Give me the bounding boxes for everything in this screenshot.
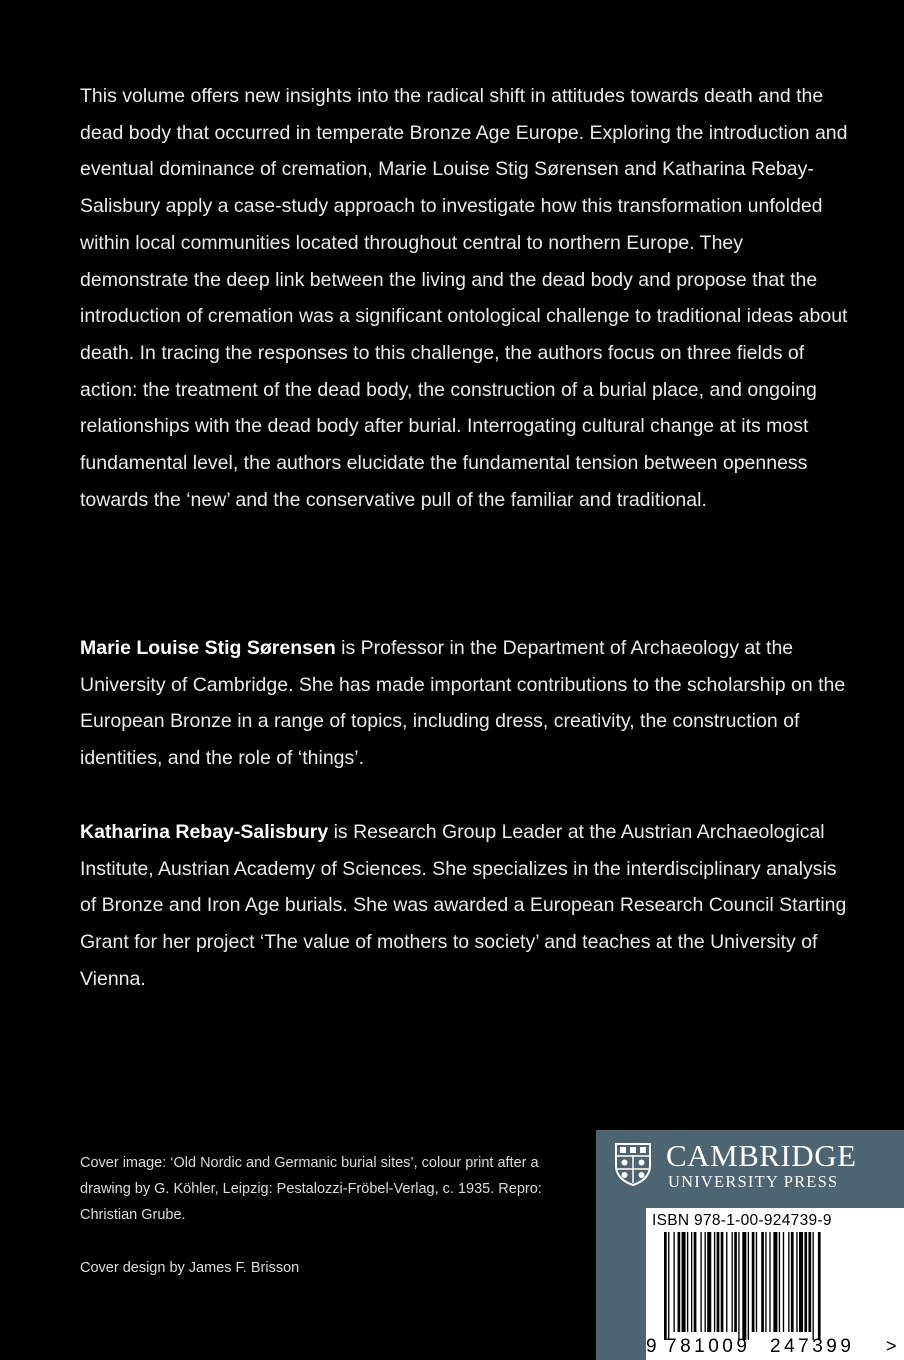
barcode-bar <box>678 1232 681 1332</box>
barcode-bar <box>682 1232 686 1332</box>
barcode-bar <box>773 1232 777 1332</box>
barcode-bar <box>721 1232 724 1332</box>
barcode-bar <box>761 1232 764 1332</box>
barcode-bar <box>707 1232 711 1332</box>
barcode-bar <box>752 1232 755 1332</box>
barcode-bar <box>799 1232 803 1332</box>
barcode-bar <box>769 1232 770 1332</box>
publisher-subname: UNIVERSITY PRESS <box>668 1172 839 1191</box>
barcode-bars <box>648 1232 896 1340</box>
barcode-bar <box>664 1232 667 1340</box>
barcode-digits <box>646 1336 904 1360</box>
barcode-bar <box>813 1232 814 1340</box>
barcode-bar <box>668 1232 669 1340</box>
barcode-digit-tail: > <box>886 1336 897 1356</box>
publisher-name: CAMBRIDGE <box>666 1138 857 1173</box>
barcode-bar <box>714 1232 715 1332</box>
author-bio-text-2: is Research Group Leader at the Austrian Archaeological Institute, Austrian Academy of Sciences. She specializes in the interdisciplinary analysis of Bronze and Iron Age burials. She was awarded a European Research Council Starting Grant for her project ‘The value of mothers to society’ and teaches at the University of Vienna. <box>80 821 847 990</box>
barcode-digit-group-1: 781009 <box>666 1336 751 1357</box>
barcode-bar <box>818 1232 821 1340</box>
publisher-panel <box>596 1130 904 1360</box>
barcode-bar <box>700 1232 701 1332</box>
barcode-digit-group-2: 247399 <box>770 1336 855 1357</box>
cover-design-credit: Cover design by James F. Brisson <box>80 1260 300 1276</box>
cambridge-crest-icon <box>614 1142 652 1186</box>
book-description: This volume offers new insights into the radical shift in attitudes towards death and the dead body that occurred in temperate Bronze Age Europe. Exploring the introduction and eventual dominance of cremation, Marie Louise Stig Sørensen and Katharina Rebay-Salisbury apply a case-study approach to investigate how this transformation unfolded within local communities located throughout central to northern Europe. They demonstrate the deep link between the living and the dead body and propose that the introduction of cremation was a significant ontological challenge to traditional ideas about death. In tracing the responses to this challenge, the authors focus on three fields of action: the treatment of the dead body, the construction of a burial place, and ongoing relationships with the dead body after burial. Interrogating cultural change at its most fundamental level, the authors elucidate the fundamental tension between openness towards the ‘new’ and the conservative pull of the familiar and traditional. <box>80 85 848 511</box>
barcode-bar <box>748 1232 749 1340</box>
barcode-bar <box>791 1232 794 1332</box>
barcode-bar <box>796 1232 797 1332</box>
author-bio-1 <box>80 630 850 777</box>
barcode-bar <box>705 1232 706 1332</box>
barcode-bar <box>742 1232 746 1340</box>
barcode-bar <box>694 1232 697 1332</box>
barcode-bar <box>691 1232 692 1332</box>
barcode-bar <box>756 1232 757 1332</box>
barcode <box>646 1208 904 1360</box>
cover-image-credit: Cover image: ‘Old Nordic and Germanic burial sites’, colour print after a drawing by G. Köhler, Leipzig: Pestalozzi-Fröbel-Verlag, c. 1935. Repro: Christian Grube. <box>80 1155 542 1223</box>
barcode-digit-lead: 9 <box>646 1336 657 1357</box>
barcode-bar <box>765 1232 766 1332</box>
barcode-bar <box>783 1232 784 1332</box>
barcode-bar <box>808 1232 811 1332</box>
barcode-bar <box>717 1232 720 1332</box>
barcode-bar <box>734 1232 737 1332</box>
author-bio-text-1: is Professor in the Department of Archaeology at the University of Cambridge. She has made important contributions to the scholarship on the European Bronze in a range of topics, including dress, creativity, the construction of identities, and the role of ‘things’. <box>80 637 846 770</box>
author-name-2: Katharina Rebay-Salisbury <box>80 821 329 843</box>
barcode-bar <box>673 1232 674 1332</box>
barcode-bar <box>726 1232 727 1332</box>
author-name-1: Marie Louise Stig Sørensen <box>80 637 336 659</box>
barcode-bar <box>788 1232 789 1332</box>
barcode-bar <box>804 1232 807 1332</box>
barcode-bar <box>687 1232 688 1332</box>
isbn-label: ISBN 978-1-00-924739-9 <box>652 1212 832 1229</box>
author-bio-2 <box>80 814 850 998</box>
barcode-bar <box>738 1232 739 1340</box>
barcode-bar <box>732 1232 733 1332</box>
barcode-bar <box>779 1232 780 1332</box>
